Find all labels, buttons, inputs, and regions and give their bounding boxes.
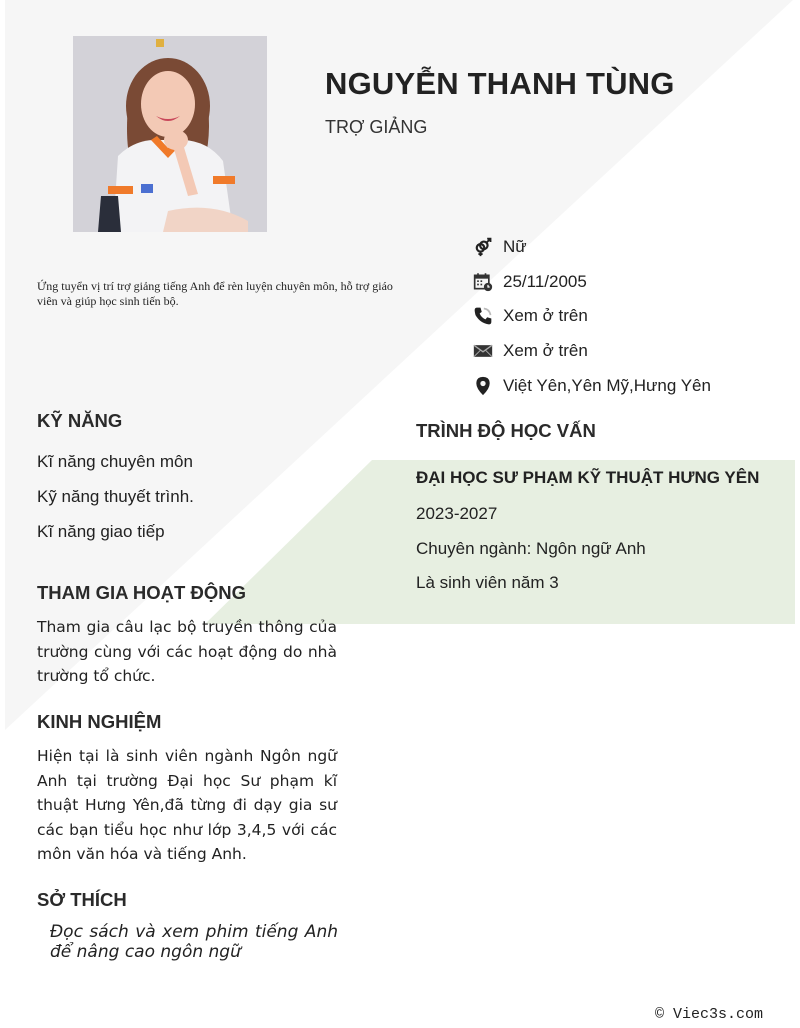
activities-heading: THAM GIA HOẠT ĐỘNG	[37, 582, 246, 603]
skills-list	[37, 450, 194, 555]
education-block	[416, 466, 759, 606]
education-years: 2023-2027	[416, 504, 498, 523]
address-value: Việt Yên,Yên Mỹ,Hưng Yên	[503, 375, 711, 395]
gender-icon	[472, 236, 494, 258]
contact-email	[472, 334, 711, 369]
contact-info	[472, 230, 711, 403]
activities-text: Tham gia câu lạc bộ truyền thông của trường cùng với các hoạt động do nhà trường tổ chức.	[37, 618, 337, 686]
contact-gender	[472, 230, 711, 265]
career-objective: Ứng tuyển vị trí trợ giảng tiếng Anh để rèn luyện chuyên môn, hỗ trợ giáo viên và giúp học sinh tiến bộ.	[37, 279, 393, 308]
skill-item: Kĩ năng giao tiếp	[37, 522, 165, 541]
education-note: Là sinh viên năm 3	[416, 573, 559, 592]
school-name: ĐẠI HỌC SƯ PHẠM KỸ THUẬT HƯNG YÊN	[416, 468, 760, 487]
copyright-footer: © Viec3s.com	[655, 1006, 764, 1023]
map-pin-icon	[472, 375, 494, 397]
experience-text: Hiện tại là sinh viên ngành Ngôn ngữ Anh tại trường Đại học Sư phạm kĩ thuật Hưng Yên,đã từng đi dạy gia sư các bạn tiểu học như lớp 3,4,5 với các môn văn hóa và tiếng Anh.	[37, 747, 337, 864]
contact-birthdate	[472, 265, 711, 300]
experience-heading: KINH NGHIỆM	[37, 711, 162, 732]
envelope-icon	[472, 340, 494, 362]
portrait-image	[73, 36, 267, 232]
education-major: Chuyên ngành: Ngôn ngữ Anh	[416, 538, 646, 558]
hobbies-text: Đọc sách và xem phim tiếng Anh để nâng cao ngôn ngữ	[50, 922, 338, 962]
skills-heading: KỸ NĂNG	[37, 410, 123, 431]
gender-value: Nữ	[503, 237, 527, 257]
candidate-name: NGUYỄN THANH TÙNG	[325, 66, 675, 101]
phone-value: Xem ở trên	[503, 306, 588, 326]
education-heading: TRÌNH ĐỘ HỌC VẤN	[416, 420, 596, 441]
hobbies-heading: SỞ THÍCH	[37, 889, 127, 910]
profile-photo	[73, 36, 267, 232]
contact-address	[472, 368, 711, 403]
birthdate-value: 25/11/2005	[503, 271, 587, 291]
email-value: Xem ở trên	[503, 341, 588, 361]
calendar-icon	[472, 271, 494, 293]
skill-item: Kĩ năng chuyên môn	[37, 452, 193, 471]
candidate-role: TRỢ GIẢNG	[325, 117, 428, 137]
contact-phone	[472, 299, 711, 334]
phone-icon	[472, 305, 494, 327]
skill-item: Kỹ năng thuyết trình.	[37, 487, 194, 506]
